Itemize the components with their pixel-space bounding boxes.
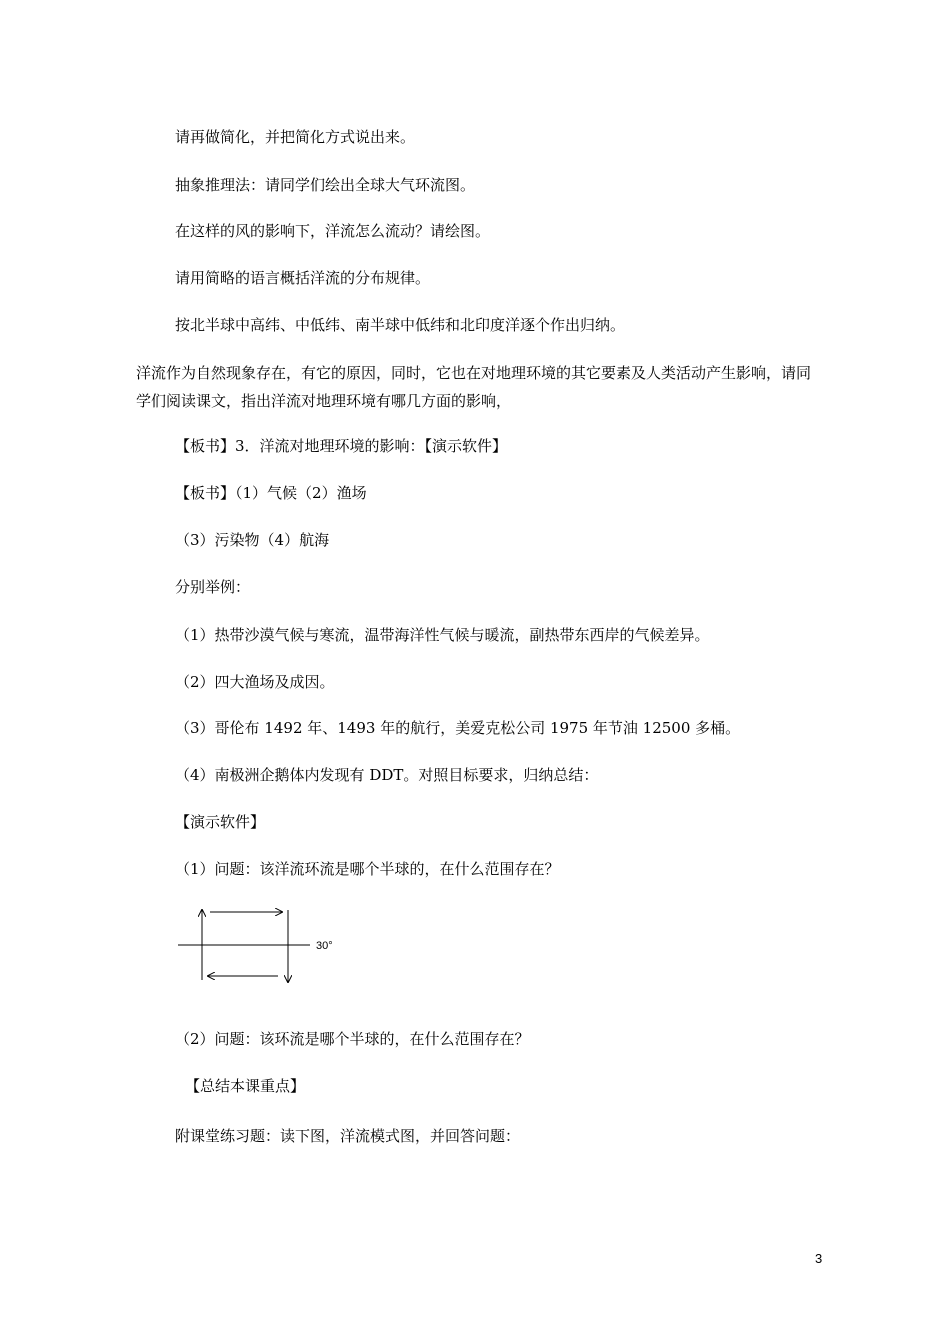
- text-line: 【演示软件】: [175, 813, 266, 831]
- text-line: （4）南极洲企鹅体内发现有 DDT。对照目标要求，归纳总结：: [175, 766, 599, 784]
- text-line: 分别举例：: [175, 578, 251, 596]
- text-line: （3）污染物（4）航海: [175, 531, 330, 549]
- text-line: 请再做简化，并把简化方式说出来。: [175, 128, 416, 146]
- text-line: 【板书】（1）气候（2）渔场: [175, 484, 367, 502]
- text-line: 【板书】3．洋流对地理环境的影响：【演示软件】: [175, 437, 508, 455]
- text-line: 附课堂练习题：读下图，洋流模式图，并回答问题：: [175, 1127, 521, 1145]
- paragraph: 洋流作为自然现象存在，有它的原因，同时，它也在对地理环境的其它要素及人类活动产生影响，请同学们阅读课文，指出洋流对地理环境有哪几方面的影响，: [136, 364, 812, 410]
- latitude-label: 30°: [316, 940, 333, 952]
- current-circulation-diagram: [170, 900, 350, 990]
- text-line: 抽象推理法：请同学们绘出全球大气环流图。: [175, 176, 476, 194]
- text-line: 【总结本课重点】: [185, 1077, 306, 1095]
- text-line: 请用简略的语言概括洋流的分布规律。: [175, 269, 431, 287]
- text-line: （2）四大渔场及成因。: [175, 673, 335, 691]
- page-number: 3: [815, 1251, 823, 1266]
- text-line: （1）热带沙漠气候与寒流，温带海洋性气候与暖流，副热带东西岸的气候差异。: [175, 626, 710, 644]
- text-line: 在这样的风的影响下，洋流怎么流动？请绘图。: [175, 222, 491, 240]
- text-line: （3）哥伦布 1492 年、1493 年的航行，美爱克松公司 1975 年节油 12500 多桶。: [175, 719, 741, 737]
- text-line: （2）问题：该环流是哪个半球的，在什么范围存在？: [175, 1030, 530, 1048]
- text-line: （1）问题：该洋流环流是哪个半球的，在什么范围存在？: [175, 860, 560, 878]
- text-line: 按北半球中高纬、中低纬、南半球中低纬和北印度洋逐个作出归纳。: [175, 316, 626, 334]
